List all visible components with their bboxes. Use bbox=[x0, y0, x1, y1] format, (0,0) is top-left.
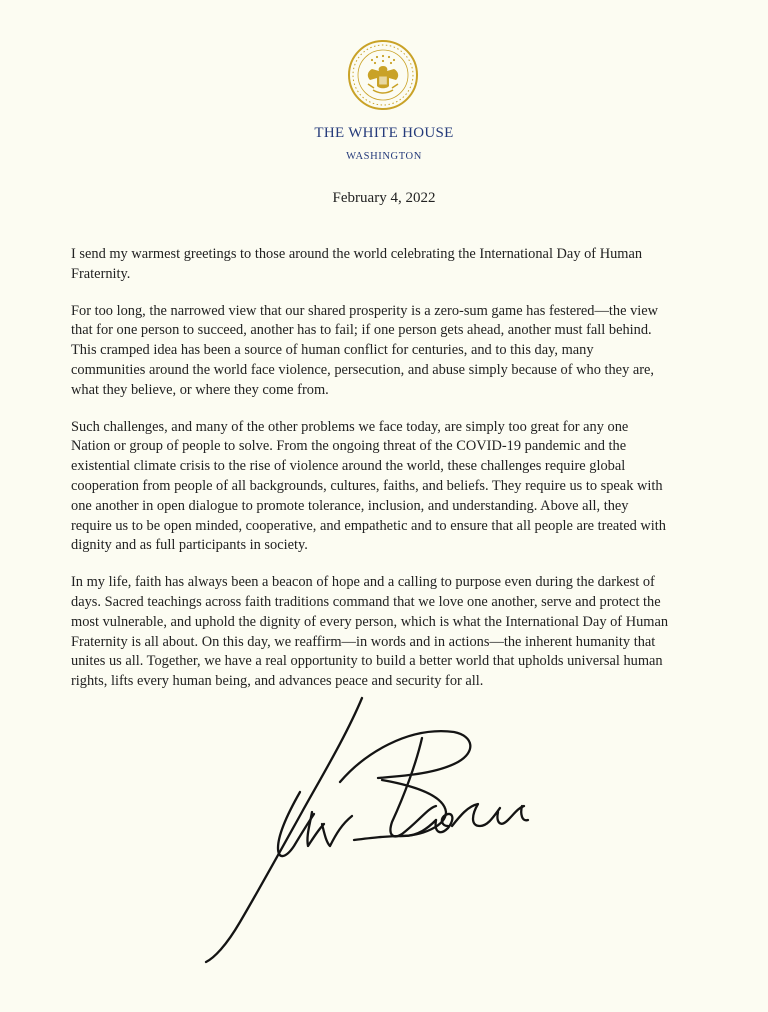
letterhead-title: THE WHITE HOUSE bbox=[314, 125, 454, 141]
letter-date: February 4, 2022 bbox=[332, 190, 436, 206]
paragraph: For too long, the narrowed view that our shared prosperity is a zero-sum game has festered—the view that for one person to succeed, another has to fail; if one person gets ahead, another must fall behind. This cramped idea has been a source of human conflict for centuries, and to this day, many communities around the world face violence, persecution, and abuse simply because of who they are, what they believe, or where they come from. bbox=[71, 302, 659, 398]
presidential-seal-icon bbox=[346, 38, 420, 112]
paragraph: In my life, faith has always been a beacon of hope and a calling to purpose even during the darkest of days. Sacred teachings across faith traditions command that we love one another, serve and protect the most vulnerable, and uphold the dignity of every person, which is what the International Day of Human Fraternity is all about. On this day, we reaffirm—in words and in actions—the inherent humanity that unites us all. Together, we have a real opportunity to build a better world that upholds universal human rights, lifts every human being, and advances peace and security for all. bbox=[71, 574, 669, 690]
paragraph: I send my warmest greetings to those around the world celebrating the International Day of Human Fraternity. bbox=[71, 246, 643, 282]
letter-body bbox=[71, 245, 671, 709]
handwritten-signature-icon bbox=[196, 696, 536, 966]
letterhead-subtitle: WASHINGTON bbox=[346, 151, 422, 162]
paragraph: Such challenges, and many of the other problems we face today, are simply too great for any one Nation or group of people to solve. From the ongoing threat of the COVID-19 pandemic and the existential climate crisis to the rise of violence around the world, these challenges require global cooperation from people of all backgrounds, cultures, faiths, and beliefs. They require us to speak with one another in open dialogue to promote tolerance, inclusion, and understanding. Above all, they require us to be open minded, cooperative, and empathetic and to ensure that all people are treated with dignity and as full participants in society. bbox=[71, 418, 666, 554]
